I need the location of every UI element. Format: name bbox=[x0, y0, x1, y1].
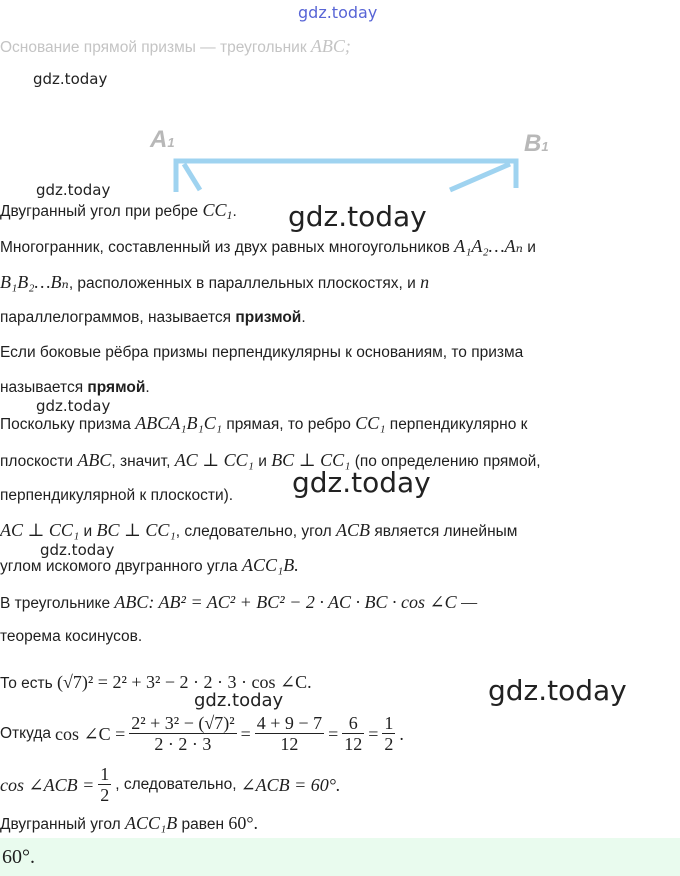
cos-c-calculation: Откуда cos ∠C = $\frac{\text{2² + 3² − (√7)²}}{2 \cdot 2 \cdot 3}$ = $\frac{4 + 9 - 7}{12}$ = $\frac{6}{12}$ = $\frac{1}{2}$ . bbox=[0, 713, 404, 754]
prism-definition-line-1: Многогранник, составленный из двух равных многоугольников A₁A₂…Aₙ и bbox=[0, 236, 536, 256]
prism-top-edge bbox=[176, 161, 516, 192]
answer-value: 60°. bbox=[2, 846, 35, 868]
watermark-small: gdz.today bbox=[194, 690, 284, 711]
right-prism-definition-line-1: Если боковые рёбра призмы перпендикулярны к основаниям, то призма bbox=[0, 344, 524, 361]
watermark-top: gdz.today bbox=[298, 3, 378, 22]
prism-edge-left bbox=[184, 164, 200, 190]
reasoning-line-1: Поскольку призма ABCA₁B₁C₁ прямая, то ребро CC₁ перпендикулярно к bbox=[0, 413, 528, 433]
faded-header-text: Основание прямой призмы — треугольник bbox=[0, 39, 307, 56]
faded-header-math: ABC; bbox=[310, 36, 351, 56]
linear-angle-line-1: AC ⊥ CC₁ и BC ⊥ CC₁, следовательно, угол ACB является линейным bbox=[0, 520, 518, 540]
dihedral-angle-line: Двугранный угол при ребре $CC_1$. bbox=[0, 200, 237, 222]
watermark-large: gdz.today bbox=[292, 466, 431, 499]
watermark-small: gdz.today bbox=[40, 541, 115, 559]
edge-cc1: $CC_1$ bbox=[202, 200, 233, 222]
watermark-large: gdz.today bbox=[288, 200, 427, 233]
watermark-large: gdz.today bbox=[488, 674, 627, 707]
right-prism-definition-line-2: называется прямой. bbox=[0, 379, 150, 396]
prism-edge-right bbox=[450, 164, 510, 190]
fraction-2: $\frac{4 + 9 - 7}{12}$ bbox=[256, 713, 323, 754]
cos-acb-line: cos ∠ACB = $\frac{1}{2}$ , следовательно, ∠ACB = 60°. bbox=[0, 764, 341, 805]
linear-angle-line-2: углом искомого двугранного угла ACC₁B. bbox=[0, 555, 299, 575]
cosine-law-line-2: теорема косинусов. bbox=[0, 628, 143, 645]
conclusion-line: Двугранный угол ACC₁B равен 60°. bbox=[0, 813, 259, 833]
figure-label-b1: B1 bbox=[524, 130, 549, 157]
fraction-1: $\frac{\text{2² + 3² − (√7)²}}{2 \cdot 2 \cdot 3}$ bbox=[131, 713, 235, 754]
reasoning-line-2: плоскости ABC, значит, AC ⊥ CC₁ и BC ⊥ CC₁ (по определению прямой, bbox=[0, 450, 541, 470]
prism-definition-line-2: B₁B₂…Bₙ, расположенных в параллельных плоскостях, и n bbox=[0, 272, 430, 292]
prism-definition-line-3: параллелограммов, называется призмой. bbox=[0, 309, 306, 326]
watermark-small: gdz.today bbox=[36, 181, 111, 199]
prism-figure bbox=[170, 150, 530, 195]
substitution-line: То есть (√7)² = 2² + 3² − 2 · 2 · 3 · cos ∠C. bbox=[0, 672, 312, 692]
watermark-small: gdz.today bbox=[36, 397, 111, 415]
reasoning-line-3: перпендикулярной к плоскости). bbox=[0, 487, 234, 504]
fraction-half: $\frac{1}{2}$ bbox=[100, 764, 110, 805]
fraction-3: $\frac{6}{12}$ bbox=[344, 713, 363, 754]
cosine-law-line-1: В треугольнике ABC: AB² = AC² + BC² − 2 · AC · BC · cos ∠C — bbox=[0, 592, 478, 612]
figure-label-a1: A1 bbox=[150, 126, 175, 153]
answer-panel bbox=[0, 838, 680, 876]
watermark-small: gdz.today bbox=[33, 70, 108, 88]
fraction-4: $\frac{1}{2}$ bbox=[384, 713, 394, 754]
faded-header bbox=[0, 36, 351, 58]
